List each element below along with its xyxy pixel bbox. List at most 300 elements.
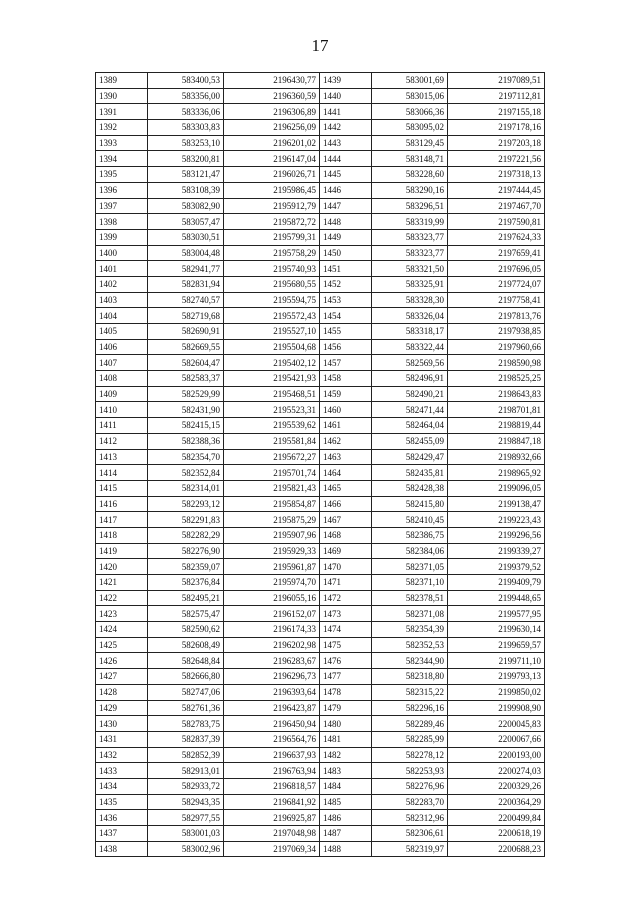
table-row <box>96 371 545 387</box>
x-coordinate-cell: 583200,81 <box>148 151 224 167</box>
y-coordinate-cell: 2198847,18 <box>448 433 545 449</box>
point-number-cell: 1487 <box>320 826 372 842</box>
table-row <box>96 88 545 104</box>
point-number-cell: 1402 <box>96 276 148 292</box>
y-coordinate-cell: 2199379,52 <box>448 559 545 575</box>
y-coordinate-cell: 2196306,89 <box>224 104 320 120</box>
point-number-cell: 1412 <box>96 433 148 449</box>
table-row <box>96 496 545 512</box>
point-number-cell: 1413 <box>96 449 148 465</box>
table-row <box>96 135 545 151</box>
point-number-cell: 1416 <box>96 496 148 512</box>
point-number-cell: 1446 <box>320 182 372 198</box>
x-coordinate-cell: 582283,70 <box>372 794 448 810</box>
x-coordinate-cell: 582354,70 <box>148 449 224 465</box>
point-number-cell: 1443 <box>320 135 372 151</box>
point-number-cell: 1444 <box>320 151 372 167</box>
x-coordinate-cell: 582371,08 <box>372 606 448 622</box>
x-coordinate-cell: 582590,62 <box>148 622 224 638</box>
point-number-cell: 1479 <box>320 700 372 716</box>
table-row <box>96 73 545 89</box>
table-row <box>96 575 545 591</box>
table-row <box>96 355 545 371</box>
table-row <box>96 308 545 324</box>
x-coordinate-cell: 582293,12 <box>148 496 224 512</box>
y-coordinate-cell: 2197813,76 <box>448 308 545 324</box>
point-number-cell: 1404 <box>96 308 148 324</box>
x-coordinate-cell: 582384,06 <box>372 543 448 559</box>
x-coordinate-cell: 582583,37 <box>148 371 224 387</box>
point-number-cell: 1476 <box>320 653 372 669</box>
y-coordinate-cell: 2196256,09 <box>224 120 320 136</box>
point-number-cell: 1461 <box>320 418 372 434</box>
point-number-cell: 1424 <box>96 622 148 638</box>
x-coordinate-cell: 582388,36 <box>148 433 224 449</box>
y-coordinate-cell: 2196430,77 <box>224 73 320 89</box>
x-coordinate-cell: 582669,55 <box>148 339 224 355</box>
y-coordinate-cell: 2196174,33 <box>224 622 320 638</box>
point-number-cell: 1478 <box>320 684 372 700</box>
x-coordinate-cell: 582306,61 <box>372 826 448 842</box>
point-number-cell: 1485 <box>320 794 372 810</box>
x-coordinate-cell: 583095,02 <box>372 120 448 136</box>
table-row <box>96 245 545 261</box>
point-number-cell: 1419 <box>96 543 148 559</box>
point-number-cell: 1393 <box>96 135 148 151</box>
point-number-cell: 1445 <box>320 167 372 183</box>
point-number-cell: 1448 <box>320 214 372 230</box>
y-coordinate-cell: 2197590,81 <box>448 214 545 230</box>
x-coordinate-cell: 582747,06 <box>148 684 224 700</box>
table-row <box>96 747 545 763</box>
x-coordinate-cell: 583004,48 <box>148 245 224 261</box>
table-row <box>96 465 545 481</box>
y-coordinate-cell: 2199448,65 <box>448 590 545 606</box>
y-coordinate-cell: 2198819,44 <box>448 418 545 434</box>
y-coordinate-cell: 2197696,05 <box>448 261 545 277</box>
table-row <box>96 402 545 418</box>
y-coordinate-cell: 2195539,62 <box>224 418 320 434</box>
y-coordinate-cell: 2197318,13 <box>448 167 545 183</box>
table-body <box>96 73 545 857</box>
x-coordinate-cell: 582386,75 <box>372 527 448 543</box>
y-coordinate-cell: 2199096,05 <box>448 480 545 496</box>
point-number-cell: 1484 <box>320 778 372 794</box>
table-row <box>96 198 545 214</box>
x-coordinate-cell: 582319,97 <box>372 841 448 857</box>
y-coordinate-cell: 2195974,70 <box>224 575 320 591</box>
table-row <box>96 669 545 685</box>
point-number-cell: 1426 <box>96 653 148 669</box>
x-coordinate-cell: 582666,80 <box>148 669 224 685</box>
point-number-cell: 1450 <box>320 245 372 261</box>
point-number-cell: 1467 <box>320 512 372 528</box>
x-coordinate-cell: 582415,15 <box>148 418 224 434</box>
point-number-cell: 1409 <box>96 386 148 402</box>
table-row <box>96 826 545 842</box>
x-coordinate-cell: 582490,21 <box>372 386 448 402</box>
table-row <box>96 324 545 340</box>
x-coordinate-cell: 583303,83 <box>148 120 224 136</box>
point-number-cell: 1406 <box>96 339 148 355</box>
x-coordinate-cell: 582276,96 <box>372 778 448 794</box>
point-number-cell: 1430 <box>96 716 148 732</box>
x-coordinate-cell: 582278,12 <box>372 747 448 763</box>
y-coordinate-cell: 2197089,51 <box>448 73 545 89</box>
point-number-cell: 1455 <box>320 324 372 340</box>
x-coordinate-cell: 582318,80 <box>372 669 448 685</box>
y-coordinate-cell: 2196450,94 <box>224 716 320 732</box>
x-coordinate-cell: 583121,47 <box>148 167 224 183</box>
x-coordinate-cell: 582415,80 <box>372 496 448 512</box>
x-coordinate-cell: 582296,16 <box>372 700 448 716</box>
y-coordinate-cell: 2196841,92 <box>224 794 320 810</box>
point-number-cell: 1418 <box>96 527 148 543</box>
table-row <box>96 622 545 638</box>
point-number-cell: 1436 <box>96 810 148 826</box>
table-row <box>96 763 545 779</box>
y-coordinate-cell: 2197178,16 <box>448 120 545 136</box>
point-number-cell: 1390 <box>96 88 148 104</box>
point-number-cell: 1441 <box>320 104 372 120</box>
x-coordinate-cell: 582378,51 <box>372 590 448 606</box>
table-row <box>96 151 545 167</box>
y-coordinate-cell: 2197203,18 <box>448 135 545 151</box>
x-coordinate-cell: 582352,84 <box>148 465 224 481</box>
y-coordinate-cell: 2197724,07 <box>448 276 545 292</box>
point-number-cell: 1398 <box>96 214 148 230</box>
point-number-cell: 1435 <box>96 794 148 810</box>
point-number-cell: 1414 <box>96 465 148 481</box>
y-coordinate-cell: 2200329,26 <box>448 778 545 794</box>
x-coordinate-cell: 582933,72 <box>148 778 224 794</box>
x-coordinate-cell: 582690,91 <box>148 324 224 340</box>
x-coordinate-cell: 583326,04 <box>372 308 448 324</box>
x-coordinate-cell: 582314,01 <box>148 480 224 496</box>
point-number-cell: 1473 <box>320 606 372 622</box>
y-coordinate-cell: 2195527,10 <box>224 324 320 340</box>
point-number-cell: 1464 <box>320 465 372 481</box>
point-number-cell: 1431 <box>96 731 148 747</box>
y-coordinate-cell: 2199711,10 <box>448 653 545 669</box>
y-coordinate-cell: 2197155,18 <box>448 104 545 120</box>
x-coordinate-cell: 583336,06 <box>148 104 224 120</box>
page-number: 17 <box>311 36 329 55</box>
point-number-cell: 1463 <box>320 449 372 465</box>
x-coordinate-cell: 582371,05 <box>372 559 448 575</box>
x-coordinate-cell: 582783,75 <box>148 716 224 732</box>
y-coordinate-cell: 2199850,02 <box>448 684 545 700</box>
table-row <box>96 167 545 183</box>
table-row <box>96 810 545 826</box>
point-number-cell: 1474 <box>320 622 372 638</box>
x-coordinate-cell: 583148,71 <box>372 151 448 167</box>
x-coordinate-cell: 582376,84 <box>148 575 224 591</box>
x-coordinate-cell: 582282,29 <box>148 527 224 543</box>
y-coordinate-cell: 2199138,47 <box>448 496 545 512</box>
point-number-cell: 1395 <box>96 167 148 183</box>
y-coordinate-cell: 2195672,27 <box>224 449 320 465</box>
y-coordinate-cell: 2195912,79 <box>224 198 320 214</box>
x-coordinate-cell: 582719,68 <box>148 308 224 324</box>
x-coordinate-cell: 583318,17 <box>372 324 448 340</box>
y-coordinate-cell: 2199793,13 <box>448 669 545 685</box>
x-coordinate-cell: 583290,16 <box>372 182 448 198</box>
table-row <box>96 731 545 747</box>
point-number-cell: 1440 <box>320 88 372 104</box>
y-coordinate-cell: 2199908,90 <box>448 700 545 716</box>
x-coordinate-cell: 583356,00 <box>148 88 224 104</box>
point-number-cell: 1466 <box>320 496 372 512</box>
point-number-cell: 1472 <box>320 590 372 606</box>
table-row <box>96 606 545 622</box>
x-coordinate-cell: 582289,46 <box>372 716 448 732</box>
x-coordinate-cell: 582285,99 <box>372 731 448 747</box>
point-number-cell: 1457 <box>320 355 372 371</box>
x-coordinate-cell: 582575,47 <box>148 606 224 622</box>
y-coordinate-cell: 2199630,14 <box>448 622 545 638</box>
y-coordinate-cell: 2198965,92 <box>448 465 545 481</box>
point-number-cell: 1438 <box>96 841 148 857</box>
table-row <box>96 433 545 449</box>
y-coordinate-cell: 2196283,67 <box>224 653 320 669</box>
y-coordinate-cell: 2196393,64 <box>224 684 320 700</box>
point-number-cell: 1429 <box>96 700 148 716</box>
y-coordinate-cell: 2195758,29 <box>224 245 320 261</box>
table-row <box>96 590 545 606</box>
y-coordinate-cell: 2198525,25 <box>448 371 545 387</box>
y-coordinate-cell: 2196637,93 <box>224 747 320 763</box>
table-row <box>96 543 545 559</box>
y-coordinate-cell: 2195907,96 <box>224 527 320 543</box>
point-number-cell: 1477 <box>320 669 372 685</box>
table-row <box>96 794 545 810</box>
x-coordinate-cell: 583325,91 <box>372 276 448 292</box>
point-number-cell: 1408 <box>96 371 148 387</box>
point-number-cell: 1407 <box>96 355 148 371</box>
y-coordinate-cell: 2199577,95 <box>448 606 545 622</box>
table-row <box>96 292 545 308</box>
x-coordinate-cell: 583001,03 <box>148 826 224 842</box>
point-number-cell: 1389 <box>96 73 148 89</box>
y-coordinate-cell: 2200364,29 <box>448 794 545 810</box>
x-coordinate-cell: 582569,56 <box>372 355 448 371</box>
y-coordinate-cell: 2195854,87 <box>224 496 320 512</box>
y-coordinate-cell: 2198932,66 <box>448 449 545 465</box>
point-number-cell: 1415 <box>96 480 148 496</box>
y-coordinate-cell: 2195872,72 <box>224 214 320 230</box>
y-coordinate-cell: 2200193,00 <box>448 747 545 763</box>
y-coordinate-cell: 2197624,33 <box>448 229 545 245</box>
table-row <box>96 716 545 732</box>
x-coordinate-cell: 583323,77 <box>372 245 448 261</box>
table-row <box>96 684 545 700</box>
point-number-cell: 1423 <box>96 606 148 622</box>
x-coordinate-cell: 583400,53 <box>148 73 224 89</box>
point-number-cell: 1480 <box>320 716 372 732</box>
point-number-cell: 1432 <box>96 747 148 763</box>
point-number-cell: 1458 <box>320 371 372 387</box>
x-coordinate-cell: 582977,55 <box>148 810 224 826</box>
y-coordinate-cell: 2195572,43 <box>224 308 320 324</box>
point-number-cell: 1437 <box>96 826 148 842</box>
y-coordinate-cell: 2195740,93 <box>224 261 320 277</box>
x-coordinate-cell: 583002,96 <box>148 841 224 857</box>
y-coordinate-cell: 2200688,23 <box>448 841 545 857</box>
point-number-cell: 1451 <box>320 261 372 277</box>
y-coordinate-cell: 2199296,56 <box>448 527 545 543</box>
x-coordinate-cell: 582344,90 <box>372 653 448 669</box>
x-coordinate-cell: 582604,47 <box>148 355 224 371</box>
y-coordinate-cell: 2200618,19 <box>448 826 545 842</box>
point-number-cell: 1486 <box>320 810 372 826</box>
point-number-cell: 1482 <box>320 747 372 763</box>
y-coordinate-cell: 2195799,31 <box>224 229 320 245</box>
x-coordinate-cell: 582529,99 <box>148 386 224 402</box>
table-row <box>96 778 545 794</box>
y-coordinate-cell: 2196296,73 <box>224 669 320 685</box>
x-coordinate-cell: 582471,44 <box>372 402 448 418</box>
y-coordinate-cell: 2195421,93 <box>224 371 320 387</box>
y-coordinate-cell: 2198590,98 <box>448 355 545 371</box>
coordinates-table <box>95 72 545 857</box>
y-coordinate-cell: 2199659,57 <box>448 637 545 653</box>
x-coordinate-cell: 582831,94 <box>148 276 224 292</box>
point-number-cell: 1422 <box>96 590 148 606</box>
x-coordinate-cell: 582837,39 <box>148 731 224 747</box>
table-row <box>96 261 545 277</box>
table-row <box>96 700 545 716</box>
x-coordinate-cell: 582495,21 <box>148 590 224 606</box>
table-row <box>96 276 545 292</box>
x-coordinate-cell: 582431,90 <box>148 402 224 418</box>
y-coordinate-cell: 2200067,66 <box>448 731 545 747</box>
y-coordinate-cell: 2197938,85 <box>448 324 545 340</box>
y-coordinate-cell: 2195875,29 <box>224 512 320 528</box>
y-coordinate-cell: 2197221,56 <box>448 151 545 167</box>
y-coordinate-cell: 2200499,84 <box>448 810 545 826</box>
x-coordinate-cell: 582941,77 <box>148 261 224 277</box>
table-row <box>96 480 545 496</box>
y-coordinate-cell: 2198701,81 <box>448 402 545 418</box>
table-row <box>96 841 545 857</box>
point-number-cell: 1471 <box>320 575 372 591</box>
y-coordinate-cell: 2199409,79 <box>448 575 545 591</box>
y-coordinate-cell: 2195821,43 <box>224 480 320 496</box>
x-coordinate-cell: 582608,49 <box>148 637 224 653</box>
table-row <box>96 214 545 230</box>
table-row <box>96 120 545 136</box>
x-coordinate-cell: 583066,36 <box>372 104 448 120</box>
y-coordinate-cell: 2196564,76 <box>224 731 320 747</box>
table-row <box>96 653 545 669</box>
point-number-cell: 1394 <box>96 151 148 167</box>
table-row <box>96 104 545 120</box>
point-number-cell: 1428 <box>96 684 148 700</box>
x-coordinate-cell: 582464,04 <box>372 418 448 434</box>
point-number-cell: 1460 <box>320 402 372 418</box>
y-coordinate-cell: 2195986,45 <box>224 182 320 198</box>
x-coordinate-cell: 582428,38 <box>372 480 448 496</box>
point-number-cell: 1483 <box>320 763 372 779</box>
y-coordinate-cell: 2200045,83 <box>448 716 545 732</box>
x-coordinate-cell: 583296,51 <box>372 198 448 214</box>
y-coordinate-cell: 2195468,51 <box>224 386 320 402</box>
point-number-cell: 1434 <box>96 778 148 794</box>
table-row <box>96 527 545 543</box>
y-coordinate-cell: 2196360,59 <box>224 88 320 104</box>
x-coordinate-cell: 582410,45 <box>372 512 448 528</box>
y-coordinate-cell: 2195929,33 <box>224 543 320 559</box>
x-coordinate-cell: 582648,84 <box>148 653 224 669</box>
point-number-cell: 1454 <box>320 308 372 324</box>
x-coordinate-cell: 583030,51 <box>148 229 224 245</box>
y-coordinate-cell: 2197112,81 <box>448 88 545 104</box>
x-coordinate-cell: 582455,09 <box>372 433 448 449</box>
point-number-cell: 1488 <box>320 841 372 857</box>
point-number-cell: 1410 <box>96 402 148 418</box>
point-number-cell: 1392 <box>96 120 148 136</box>
table-row <box>96 559 545 575</box>
point-number-cell: 1439 <box>320 73 372 89</box>
x-coordinate-cell: 583057,47 <box>148 214 224 230</box>
x-coordinate-cell: 582761,36 <box>148 700 224 716</box>
point-number-cell: 1475 <box>320 637 372 653</box>
x-coordinate-cell: 583001,69 <box>372 73 448 89</box>
point-number-cell: 1391 <box>96 104 148 120</box>
y-coordinate-cell: 2196763,94 <box>224 763 320 779</box>
point-number-cell: 1417 <box>96 512 148 528</box>
table-row <box>96 512 545 528</box>
point-number-cell: 1453 <box>320 292 372 308</box>
y-coordinate-cell: 2195402,12 <box>224 355 320 371</box>
x-coordinate-cell: 582913,01 <box>148 763 224 779</box>
point-number-cell: 1470 <box>320 559 372 575</box>
point-number-cell: 1468 <box>320 527 372 543</box>
table-row <box>96 339 545 355</box>
x-coordinate-cell: 583015,06 <box>372 88 448 104</box>
point-number-cell: 1425 <box>96 637 148 653</box>
point-number-cell: 1421 <box>96 575 148 591</box>
x-coordinate-cell: 583319,99 <box>372 214 448 230</box>
x-coordinate-cell: 583322,44 <box>372 339 448 355</box>
point-number-cell: 1411 <box>96 418 148 434</box>
x-coordinate-cell: 583129,45 <box>372 135 448 151</box>
y-coordinate-cell: 2195961,87 <box>224 559 320 575</box>
point-number-cell: 1459 <box>320 386 372 402</box>
y-coordinate-cell: 2197048,98 <box>224 826 320 842</box>
table-row <box>96 449 545 465</box>
x-coordinate-cell: 582291,83 <box>148 512 224 528</box>
x-coordinate-cell: 583253,10 <box>148 135 224 151</box>
x-coordinate-cell: 582253,93 <box>372 763 448 779</box>
point-number-cell: 1452 <box>320 276 372 292</box>
table-row <box>96 182 545 198</box>
table-row <box>96 386 545 402</box>
x-coordinate-cell: 582943,35 <box>148 794 224 810</box>
x-coordinate-cell: 582352,53 <box>372 637 448 653</box>
x-coordinate-cell: 582312,96 <box>372 810 448 826</box>
y-coordinate-cell: 2196152,07 <box>224 606 320 622</box>
x-coordinate-cell: 582359,07 <box>148 559 224 575</box>
y-coordinate-cell: 2196202,98 <box>224 637 320 653</box>
point-number-cell: 1399 <box>96 229 148 245</box>
x-coordinate-cell: 582435,81 <box>372 465 448 481</box>
x-coordinate-cell: 583108,39 <box>148 182 224 198</box>
x-coordinate-cell: 582740,57 <box>148 292 224 308</box>
point-number-cell: 1403 <box>96 292 148 308</box>
y-coordinate-cell: 2198643,83 <box>448 386 545 402</box>
